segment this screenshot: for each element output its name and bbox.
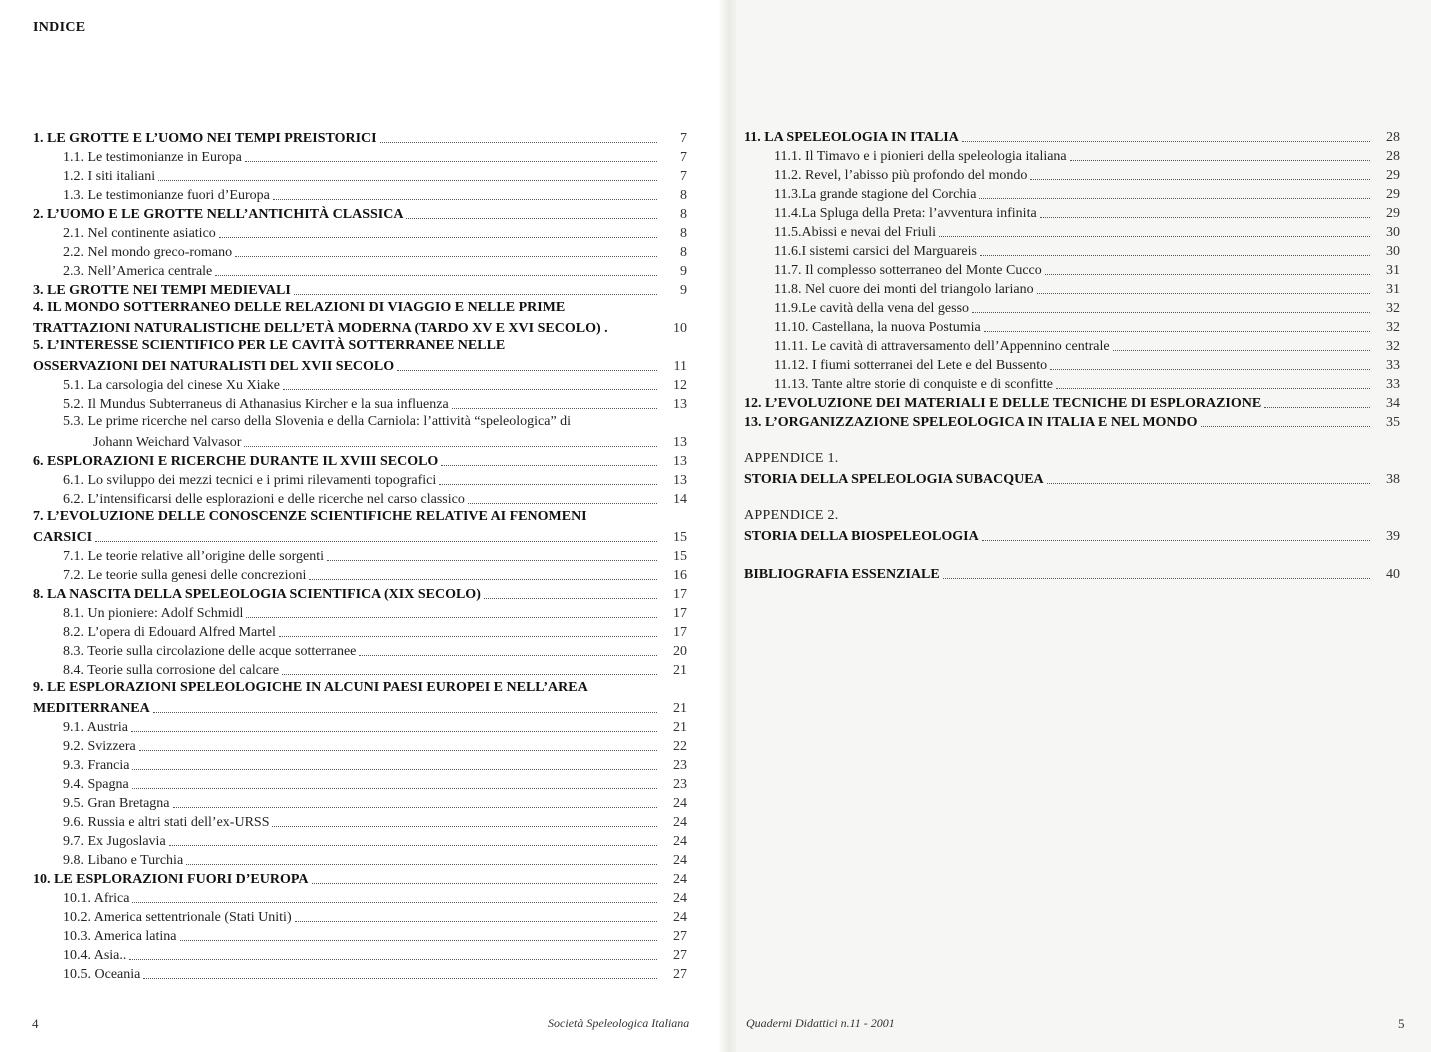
toc-entry-page: 23 bbox=[673, 777, 687, 792]
leader-dots bbox=[1056, 387, 1370, 389]
toc-entry-label: OSSERVAZIONI DEI NATURALISTI DEL XVII SECOLO bbox=[33, 359, 395, 374]
toc-entry-label: 1. LE GROTTE E L’UOMO NEI TEMPI PREISTORICI bbox=[33, 131, 377, 146]
toc-entry-page: 7 bbox=[680, 131, 687, 146]
toc-entry bbox=[33, 964, 687, 983]
leader-dots bbox=[1113, 349, 1370, 351]
toc-entry-page: 38 bbox=[1386, 472, 1400, 487]
leader-dots bbox=[132, 787, 657, 789]
toc-entry bbox=[33, 831, 687, 850]
toc-entry-page: 24 bbox=[673, 853, 687, 868]
toc-entry-label: 11.13. Tante altre storie di conquiste e di sconfitte bbox=[774, 377, 1053, 392]
toc-entry-page: 29 bbox=[1386, 187, 1400, 202]
toc-entry-page: 12 bbox=[673, 378, 687, 393]
toc-entry-label: 1.3. Le testimonianze fuori d’Europa bbox=[63, 188, 270, 203]
toc-entry bbox=[33, 945, 687, 964]
leader-dots bbox=[282, 673, 657, 675]
toc-entry bbox=[33, 812, 687, 831]
toc-entry-label: 11.8. Nel cuore dei monti del triangolo lariano bbox=[774, 282, 1034, 297]
leader-dots bbox=[982, 539, 1370, 541]
leader-dots bbox=[295, 920, 657, 922]
toc-left bbox=[33, 128, 687, 983]
toc-entry bbox=[744, 279, 1400, 298]
toc-entry-label: 2. L’UOMO E LE GROTTE NELL’ANTICHITÀ CLASSICA bbox=[33, 207, 404, 222]
toc-entry-page: 28 bbox=[1386, 149, 1400, 164]
toc-entry bbox=[33, 451, 687, 470]
toc-entry-page: 32 bbox=[1386, 339, 1400, 354]
toc-entry-page: 27 bbox=[673, 929, 687, 944]
toc-entry bbox=[33, 204, 687, 223]
leader-dots bbox=[273, 198, 657, 200]
leader-dots bbox=[235, 255, 657, 257]
leader-dots bbox=[962, 140, 1370, 142]
toc-entry-page: 8 bbox=[680, 207, 687, 222]
book-gutter bbox=[718, 0, 736, 1052]
leader-dots bbox=[979, 197, 1370, 199]
toc-entry-label: 11.2. Revel, l’abisso più profondo del mondo bbox=[774, 168, 1028, 183]
toc-entry bbox=[744, 241, 1400, 260]
toc-entry bbox=[33, 147, 687, 166]
publication-footer: Quaderni Didattici n.11 - 2001 bbox=[746, 1016, 895, 1030]
toc-entry-page: 13 bbox=[673, 435, 687, 450]
toc-entry-label: 9. LE ESPLORAZIONI SPELEOLOGICHE IN ALCUNI PAESI EUROPEI E NELL’AREA bbox=[33, 680, 588, 695]
toc-entry-label: 1.1. Le testimonianze in Europa bbox=[63, 150, 242, 165]
leader-dots bbox=[272, 825, 657, 827]
page-number-left: 4 bbox=[32, 1016, 39, 1031]
toc-entry-page: 32 bbox=[1386, 301, 1400, 316]
toc-entry-label: CARSICI bbox=[33, 530, 93, 545]
toc-entry-label: 8.2. L’opera di Edouard Alfred Martel bbox=[63, 625, 276, 640]
toc-entry bbox=[33, 774, 687, 793]
toc-entry-label: 12. L’EVOLUZIONE DEI MATERIALI E DELLE TECNICHE DI ESPLORAZIONE bbox=[744, 396, 1262, 411]
toc-entry-page: 11 bbox=[673, 359, 687, 374]
toc-entry-label: 10. LE ESPLORAZIONI FUORI D’EUROPA bbox=[33, 872, 309, 887]
leader-dots bbox=[312, 882, 658, 884]
toc-entry-page: 17 bbox=[673, 587, 687, 602]
toc-entry-page: 21 bbox=[673, 663, 687, 678]
toc-entry-page: 35 bbox=[1386, 415, 1400, 430]
leader-dots bbox=[294, 293, 657, 295]
toc-entry-page: 27 bbox=[673, 967, 687, 982]
leader-dots bbox=[129, 958, 657, 960]
toc-entry-page: 30 bbox=[1386, 244, 1400, 259]
toc-entry-page: 24 bbox=[673, 872, 687, 887]
toc-entry-label: TRATTAZIONI NATURALISTICHE DELL’ETÀ MODERNA (TARDO XV E XVI SECOLO) . bbox=[33, 321, 608, 336]
toc-entry-label: 10.3. America latina bbox=[63, 929, 177, 944]
toc-entry-page: 15 bbox=[673, 549, 687, 564]
leader-dots bbox=[468, 502, 657, 504]
toc-entry-label: MEDITERRANEA bbox=[33, 701, 150, 716]
page-number-right: 5 bbox=[1398, 1016, 1405, 1031]
toc-entry-page: 13 bbox=[673, 454, 687, 469]
toc-entry-page: 8 bbox=[680, 245, 687, 260]
leader-dots bbox=[943, 577, 1370, 579]
toc-entry-label: 2.2. Nel mondo greco-romano bbox=[63, 245, 233, 260]
toc-entry-page: 23 bbox=[673, 758, 687, 773]
toc-entry-label: 1.2. I siti italiani bbox=[63, 169, 156, 184]
toc-entry bbox=[33, 603, 687, 622]
toc-entry-label: 11.5.Abissi e nevai del Friuli bbox=[774, 225, 937, 240]
toc-entry-label: 11.4.La Spluga della Preta: l’avventura infinita bbox=[774, 206, 1037, 221]
toc-entry-page: 27 bbox=[673, 948, 687, 963]
leader-dots bbox=[984, 330, 1370, 332]
leader-dots bbox=[441, 464, 657, 466]
index-title: INDICE bbox=[33, 20, 86, 35]
toc-entry-label: BIBLIOGRAFIA ESSENZIALE bbox=[744, 567, 940, 582]
toc-entry-label: 9.1. Austria bbox=[63, 720, 128, 735]
leader-dots bbox=[452, 407, 657, 409]
toc-entry-page: 31 bbox=[1386, 282, 1400, 297]
leader-dots bbox=[980, 254, 1370, 256]
toc-entry bbox=[33, 584, 687, 603]
toc-entry-label: 10.1. Africa bbox=[63, 891, 130, 906]
toc-entry-page: 24 bbox=[673, 910, 687, 925]
toc-entry-label: 9.2. Svizzera bbox=[63, 739, 136, 754]
toc-entry-page: 21 bbox=[673, 701, 687, 716]
leader-dots bbox=[397, 369, 657, 371]
leader-dots bbox=[95, 540, 657, 542]
toc-entry-page: 7 bbox=[680, 169, 687, 184]
leader-dots bbox=[380, 141, 657, 143]
toc-entry-page: 10 bbox=[673, 321, 687, 336]
toc-entry-label: 5.3. Le prime ricerche nel carso della Slovenia e della Carniola: l’attività “speleologica” di bbox=[63, 414, 572, 429]
toc-entry-label: 11.3.La grande stagione del Corchia bbox=[774, 187, 977, 202]
toc-entry-page: 22 bbox=[673, 739, 687, 754]
toc-entry-page: 17 bbox=[673, 625, 687, 640]
toc-entry-label: 9.6. Russia e altri stati dell’ex-URSS bbox=[63, 815, 270, 830]
toc-entry-label: 5.1. La carsologia del cinese Xu Xiake bbox=[63, 378, 280, 393]
toc-entry-label: 6. ESPLORAZIONI E RICERCHE DURANTE IL XVIII SECOLO bbox=[33, 454, 439, 469]
toc-entry-label: Johann Weichard Valvasor bbox=[93, 435, 242, 450]
publisher-footer: Società Speleologica Italiana bbox=[548, 1016, 690, 1030]
toc-entry-page: 8 bbox=[680, 226, 687, 241]
leader-dots bbox=[1045, 273, 1370, 275]
toc-entry-page: 14 bbox=[673, 492, 687, 507]
toc-entry-label: 8. LA NASCITA DELLA SPELEOLOGIA SCIENTIFICA (XIX SECOLO) bbox=[33, 587, 481, 602]
toc-entry-label: 10.4. Asia.. bbox=[63, 948, 127, 963]
toc-entry bbox=[744, 146, 1400, 165]
toc-entry-page: 9 bbox=[680, 283, 687, 298]
toc-entry bbox=[33, 128, 687, 147]
leader-dots bbox=[1047, 482, 1370, 484]
toc-entry-page: 24 bbox=[673, 891, 687, 906]
leader-dots bbox=[215, 274, 657, 276]
leader-dots bbox=[245, 160, 657, 162]
toc-entry bbox=[33, 850, 687, 869]
toc-entry bbox=[33, 736, 687, 755]
toc-entry-page: 33 bbox=[1386, 377, 1400, 392]
toc-entry-label: 9.4. Spagna bbox=[63, 777, 129, 792]
toc-entry bbox=[744, 298, 1400, 317]
toc-right-entries bbox=[744, 127, 1400, 431]
toc-entry-label: 9.8. Libano e Turchia bbox=[63, 853, 184, 868]
toc-entry-label: 11.1. Il Timavo e i pionieri della speleologia italiana bbox=[774, 149, 1067, 164]
toc-entry-label: 7. L’EVOLUZIONE DELLE CONOSCENZE SCIENTIFICHE RELATIVE AI FENOMENI bbox=[33, 509, 587, 524]
toc-entry-label: 8.4. Teorie sulla corrosione del calcare bbox=[63, 663, 280, 678]
toc-entry bbox=[33, 261, 687, 280]
toc-entry-label: 10.5. Oceania bbox=[63, 967, 141, 982]
leader-dots bbox=[169, 844, 657, 846]
toc-entry-label: 9.3. Francia bbox=[63, 758, 130, 773]
toc-entry-label: 5.2. Il Mundus Subterraneus di Athanasius Kircher e la sua influenza bbox=[63, 397, 449, 412]
toc-entry-page: 24 bbox=[673, 834, 687, 849]
toc-entry-label: 9.5. Gran Bretagna bbox=[63, 796, 170, 811]
toc-entry bbox=[33, 546, 687, 565]
toc-entry-page: 29 bbox=[1386, 168, 1400, 183]
appendix-1-label: APPENDICE 1. bbox=[744, 451, 839, 466]
toc-entry-label: 11.10. Castellana, la nuova Postumia bbox=[774, 320, 981, 335]
toc-entry bbox=[744, 203, 1400, 222]
toc-entry-label: 11.7. Il complesso sotterraneo del Monte Cucco bbox=[774, 263, 1042, 278]
appendix-1-entry bbox=[744, 469, 1400, 488]
toc-entry-page: 30 bbox=[1386, 225, 1400, 240]
leader-dots bbox=[143, 977, 657, 979]
toc-entry-label: 4. IL MONDO SOTTERRANEO DELLE RELAZIONI DI VIAGGIO E NELLE PRIME bbox=[33, 300, 566, 315]
appendix-2-label: APPENDICE 2. bbox=[744, 508, 839, 523]
toc-entry bbox=[744, 355, 1400, 374]
toc-entry-label: 9.7. Ex Jugoslavia bbox=[63, 834, 166, 849]
toc-entry-page: 9 bbox=[680, 264, 687, 279]
toc-entry bbox=[33, 869, 687, 888]
leader-dots bbox=[1264, 406, 1370, 408]
toc-entry bbox=[33, 717, 687, 736]
bibliography-entry bbox=[744, 564, 1400, 583]
leader-dots bbox=[1030, 178, 1370, 180]
toc-entry-label: 8.1. Un pioniere: Adolf Schmidl bbox=[63, 606, 244, 621]
toc-entry-label: STORIA DELLA SPELEOLOGIA SUBACQUEA bbox=[744, 472, 1044, 487]
toc-entry-label: 6.2. L’intensificarsi delle esplorazioni e delle ricerche nel carso classico bbox=[63, 492, 465, 507]
toc-entry bbox=[744, 165, 1400, 184]
toc-entry bbox=[33, 755, 687, 774]
leader-dots bbox=[309, 578, 657, 580]
appendix-2-entry bbox=[744, 526, 1400, 545]
toc-entry-label: 11. LA SPELEOLOGIA IN ITALIA bbox=[744, 130, 959, 145]
toc-entry-page: 39 bbox=[1386, 529, 1400, 544]
toc-entry-label: 8.3. Teorie sulla circolazione delle acque sotterranee bbox=[63, 644, 357, 659]
toc-entry bbox=[744, 393, 1400, 412]
toc-entry-label: 10.2. America settentrionale (Stati Uniti) bbox=[63, 910, 292, 925]
toc-entry bbox=[744, 336, 1400, 355]
toc-entry-label: 7.2. Le teorie sulla genesi delle concrezioni bbox=[63, 568, 307, 583]
toc-entry bbox=[33, 527, 687, 546]
toc-entry-page: 15 bbox=[673, 530, 687, 545]
leader-dots bbox=[972, 311, 1370, 313]
toc-entry bbox=[744, 260, 1400, 279]
toc-entry bbox=[33, 888, 687, 907]
leader-dots bbox=[327, 559, 657, 561]
leader-dots bbox=[484, 597, 657, 599]
leader-dots bbox=[279, 635, 657, 637]
leader-dots bbox=[246, 616, 657, 618]
leader-dots bbox=[1201, 425, 1370, 427]
toc-entry bbox=[744, 317, 1400, 336]
toc-entry-label: 3. LE GROTTE NEI TEMPI MEDIEVALI bbox=[33, 283, 291, 298]
toc-entry-page: 20 bbox=[673, 644, 687, 659]
toc-entry bbox=[33, 470, 687, 489]
toc-entry-page: 33 bbox=[1386, 358, 1400, 373]
leader-dots bbox=[1037, 292, 1370, 294]
toc-entry bbox=[33, 280, 687, 299]
toc-entry-label: 11.6.I sistemi carsici del Marguareis bbox=[774, 244, 977, 259]
leader-dots bbox=[406, 217, 657, 219]
toc-entry-page: 7 bbox=[680, 150, 687, 165]
toc-entry bbox=[744, 127, 1400, 146]
toc-entry bbox=[33, 907, 687, 926]
leader-dots bbox=[132, 901, 657, 903]
toc-entry-label: 13. L’ORGANIZZAZIONE SPELEOLOGICA IN ITALIA E NEL MONDO bbox=[744, 415, 1198, 430]
toc-entry bbox=[33, 698, 687, 717]
leader-dots bbox=[173, 806, 657, 808]
toc-entry bbox=[33, 356, 687, 375]
leader-dots bbox=[186, 863, 657, 865]
toc-entry-page: 34 bbox=[1386, 396, 1400, 411]
toc-entry bbox=[33, 622, 687, 641]
toc-entry-page: 13 bbox=[673, 397, 687, 412]
leader-dots bbox=[153, 711, 657, 713]
leader-dots bbox=[131, 730, 657, 732]
toc-entry bbox=[33, 375, 687, 394]
leader-dots bbox=[1040, 216, 1370, 218]
toc-entry bbox=[33, 926, 687, 945]
toc-entry bbox=[33, 432, 687, 451]
leader-dots bbox=[244, 445, 657, 447]
toc-entry bbox=[33, 793, 687, 812]
toc-entry-page: 24 bbox=[673, 796, 687, 811]
toc-entry-page: 40 bbox=[1386, 567, 1400, 582]
toc-entry bbox=[33, 394, 687, 413]
toc-entry-page: 32 bbox=[1386, 320, 1400, 335]
toc-entry-page: 31 bbox=[1386, 263, 1400, 278]
toc-entry bbox=[33, 641, 687, 660]
toc-entry bbox=[33, 318, 687, 337]
toc-entry bbox=[33, 166, 687, 185]
toc-entry bbox=[33, 660, 687, 679]
leader-dots bbox=[359, 654, 657, 656]
leader-dots bbox=[439, 483, 657, 485]
toc-entry bbox=[33, 489, 687, 508]
leader-dots bbox=[939, 235, 1370, 237]
toc-entry-label: 11.12. I fiumi sotterranei del Lete e del Bussento bbox=[774, 358, 1048, 373]
toc-entry bbox=[744, 184, 1400, 203]
leader-dots bbox=[283, 388, 657, 390]
toc-entry bbox=[744, 374, 1400, 393]
toc-entry-page: 16 bbox=[673, 568, 687, 583]
toc-entry-label: 5. L’INTERESSE SCIENTIFICO PER LE CAVITÀ SOTTERRANEE NELLE bbox=[33, 338, 506, 353]
toc-entry-label: 11.11. Le cavità di attraversamento dell’Appennino centrale bbox=[774, 339, 1110, 354]
toc-right bbox=[744, 127, 1400, 583]
toc-entry bbox=[744, 412, 1400, 431]
toc-entry-label: 2.1. Nel continente asiatico bbox=[63, 226, 216, 241]
toc-entry-page: 17 bbox=[673, 606, 687, 621]
toc-entry-page: 8 bbox=[680, 188, 687, 203]
toc-entry-page: 24 bbox=[673, 815, 687, 830]
toc-entry-page: 13 bbox=[673, 473, 687, 488]
toc-entry-label: 2.3. Nell’America centrale bbox=[63, 264, 213, 279]
toc-entry bbox=[33, 185, 687, 204]
toc-entry bbox=[744, 222, 1400, 241]
leader-dots bbox=[1050, 368, 1370, 370]
leader-dots bbox=[139, 749, 657, 751]
toc-entry-label: 7.1. Le teorie relative all’origine delle sorgenti bbox=[63, 549, 324, 564]
toc-entry-label: STORIA DELLA BIOSPELEOLOGIA bbox=[744, 529, 979, 544]
leader-dots bbox=[158, 179, 657, 181]
toc-entry bbox=[33, 565, 687, 584]
toc-entry-page: 29 bbox=[1386, 206, 1400, 221]
leader-dots bbox=[219, 236, 657, 238]
toc-entry-label: 6.1. Lo sviluppo dei mezzi tecnici e i primi rilevamenti topografici bbox=[63, 473, 437, 488]
toc-entry-page: 28 bbox=[1386, 130, 1400, 145]
toc-entry bbox=[33, 223, 687, 242]
leader-dots bbox=[180, 939, 657, 941]
leader-dots bbox=[1070, 159, 1370, 161]
toc-entry bbox=[33, 242, 687, 261]
toc-entry-page: 21 bbox=[673, 720, 687, 735]
leader-dots bbox=[132, 768, 657, 770]
toc-entry-label: 11.9.Le cavità della vena del gesso bbox=[774, 301, 970, 316]
